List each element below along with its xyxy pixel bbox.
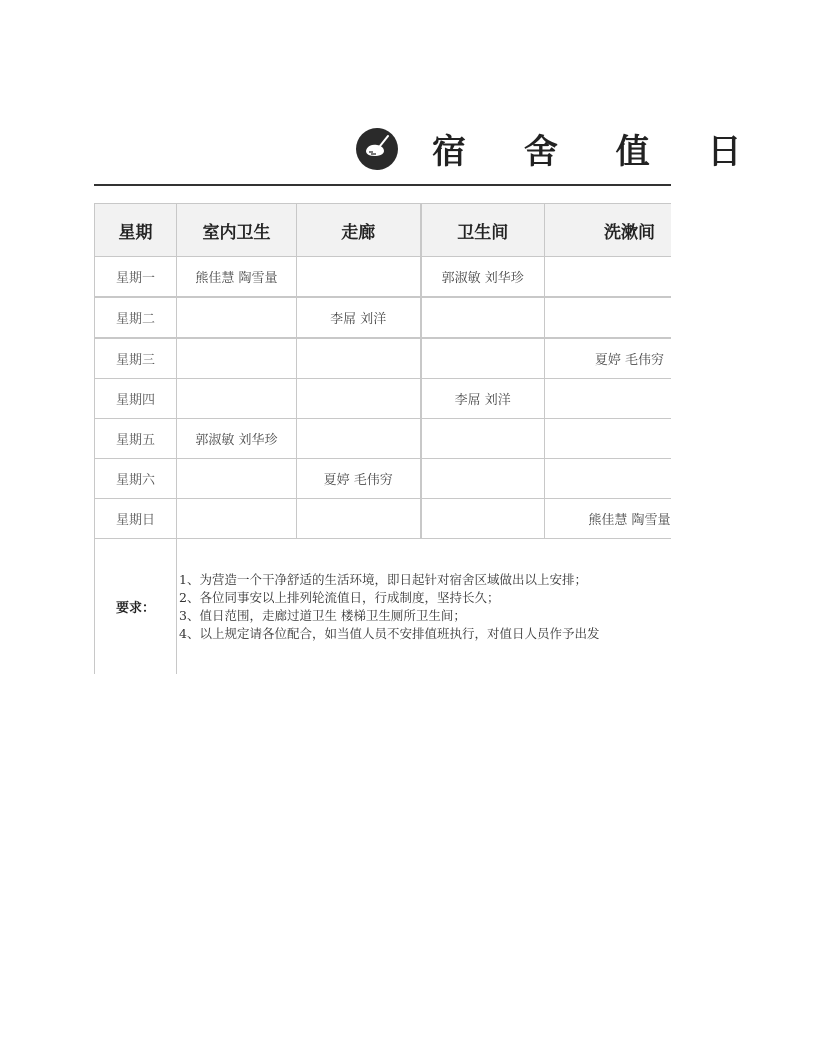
requirements-body xyxy=(177,539,672,675)
duty-cell xyxy=(545,379,672,419)
day-cell: 星期四 xyxy=(95,379,177,419)
duty-cell xyxy=(177,459,297,499)
duty-cell: 熊佳慧 陶雪量 xyxy=(545,499,672,539)
header-restroom: 卫生间 xyxy=(421,204,545,257)
duty-cell xyxy=(545,257,672,298)
title-divider xyxy=(94,184,671,186)
duty-cell xyxy=(545,297,672,338)
duty-cell xyxy=(545,459,672,499)
duty-cell xyxy=(297,338,421,379)
duty-cell xyxy=(177,499,297,539)
duty-cell xyxy=(297,379,421,419)
requirement-line: 4、以上规定请各位配合，如当值人员不安排值班执行，对值日人员作予出发 xyxy=(179,625,600,641)
duty-cell xyxy=(421,419,545,459)
day-cell: 星期五 xyxy=(95,419,177,459)
requirement-line: 2、各位同事安以上排列轮流值日，行成制度，坚持长久； xyxy=(179,589,500,605)
day-cell: 星期日 xyxy=(95,499,177,539)
duty-cell xyxy=(421,338,545,379)
duty-cell xyxy=(177,297,297,338)
table-row xyxy=(95,499,672,539)
table-header-row xyxy=(95,204,672,257)
broom-badge-icon xyxy=(356,128,398,170)
header-corridor: 走廊 xyxy=(297,204,421,257)
duty-cell: 夏婷 毛伟穷 xyxy=(545,338,672,379)
duty-cell: 夏婷 毛伟穷 xyxy=(297,459,421,499)
duty-cell xyxy=(421,297,545,338)
duty-cell: 郭淑敏 刘华珍 xyxy=(177,419,297,459)
duty-cell xyxy=(177,338,297,379)
duty-cell: 李屌 刘洋 xyxy=(421,379,545,419)
table-row xyxy=(95,338,672,379)
title-area xyxy=(94,118,765,186)
duty-cell: 熊佳慧 陶雪量 xyxy=(177,257,297,298)
requirement-line: 1、为营造一个干净舒适的生活环境，即日起针对宿舍区域做出以上安排； xyxy=(179,571,587,587)
duty-cell xyxy=(297,499,421,539)
table-row xyxy=(95,459,672,499)
table-row xyxy=(95,297,672,338)
requirement-line: 3、值日范围，走廊过道卫生 楼梯卫生厕所卫生间； xyxy=(179,607,466,623)
header-indoor: 室内卫生 xyxy=(177,204,297,257)
header-washroom: 洗漱间 xyxy=(545,204,672,257)
duty-cell xyxy=(297,257,421,298)
duty-cell xyxy=(177,379,297,419)
duty-cell xyxy=(421,459,545,499)
day-cell: 星期一 xyxy=(95,257,177,298)
duty-table-wrapper xyxy=(94,203,671,674)
table-row xyxy=(95,379,672,419)
duty-table xyxy=(94,203,671,674)
duty-cell xyxy=(297,419,421,459)
duty-cell xyxy=(545,419,672,459)
table-row xyxy=(95,257,672,298)
duty-cell: 李屌 刘洋 xyxy=(297,297,421,338)
duty-cell xyxy=(421,499,545,539)
table-row xyxy=(95,419,672,459)
day-cell: 星期二 xyxy=(95,297,177,338)
day-cell: 星期三 xyxy=(95,338,177,379)
requirements-row xyxy=(95,539,672,675)
duty-cell: 郭淑敏 刘华珍 xyxy=(421,257,545,298)
day-cell: 星期六 xyxy=(95,459,177,499)
requirements-label: 要求： xyxy=(95,539,177,675)
page-title: 宿 舍 值 日 xyxy=(432,132,765,172)
header-day: 星期 xyxy=(95,204,177,257)
